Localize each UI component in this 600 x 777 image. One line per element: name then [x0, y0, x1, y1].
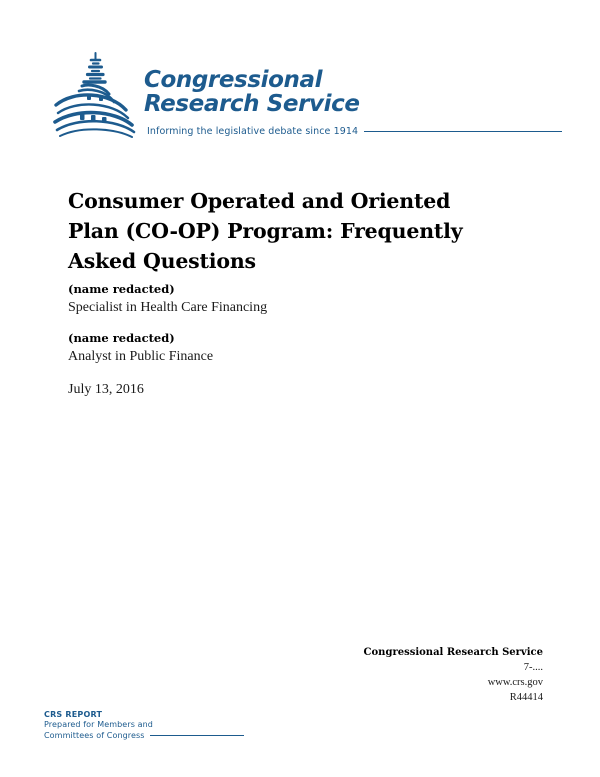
footer-contact-block — [303, 645, 543, 705]
crs-masthead — [52, 50, 562, 145]
author-role: Specialist in Health Care Financing — [68, 300, 268, 315]
footer-report-number: R44414 — [509, 692, 543, 703]
author-role: Analyst in Public Finance — [68, 349, 214, 364]
author-name: (name redacted) — [68, 331, 175, 345]
crs-report-divider — [150, 735, 244, 736]
publication-date: July 13, 2016 — [68, 382, 144, 397]
author-entry — [68, 281, 498, 317]
crs-report-badge — [44, 709, 344, 741]
author-entry — [68, 330, 498, 366]
capitol-dome-icon — [52, 50, 144, 140]
crs-report-subtitle-row — [44, 731, 244, 742]
footer-phone: 7-.... — [523, 662, 543, 673]
tagline-divider — [364, 131, 562, 132]
crs-wordmark — [144, 68, 360, 116]
tagline-row — [147, 126, 562, 137]
footer-organization: Congressional Research Service — [363, 647, 543, 658]
page-title: Consumer Operated and Oriented Plan (CO-OP) Program: Frequently Asked Questions — [68, 188, 463, 273]
crs-report-subtitle-line-1: Prepared for Members and — [44, 720, 153, 729]
footer-website[interactable]: www.crs.gov — [487, 677, 543, 688]
crs-report-subtitle-line-2: Committees of Congress — [44, 730, 145, 740]
author-list — [68, 281, 498, 379]
author-name: (name redacted) — [68, 282, 175, 296]
wordmark-line-1: Congressional — [144, 67, 323, 93]
crs-report-label: CRS REPORT — [44, 710, 103, 719]
wordmark-line-2: Research Service — [144, 91, 360, 117]
crs-tagline: Informing the legislative debate since 1914 — [147, 126, 359, 137]
